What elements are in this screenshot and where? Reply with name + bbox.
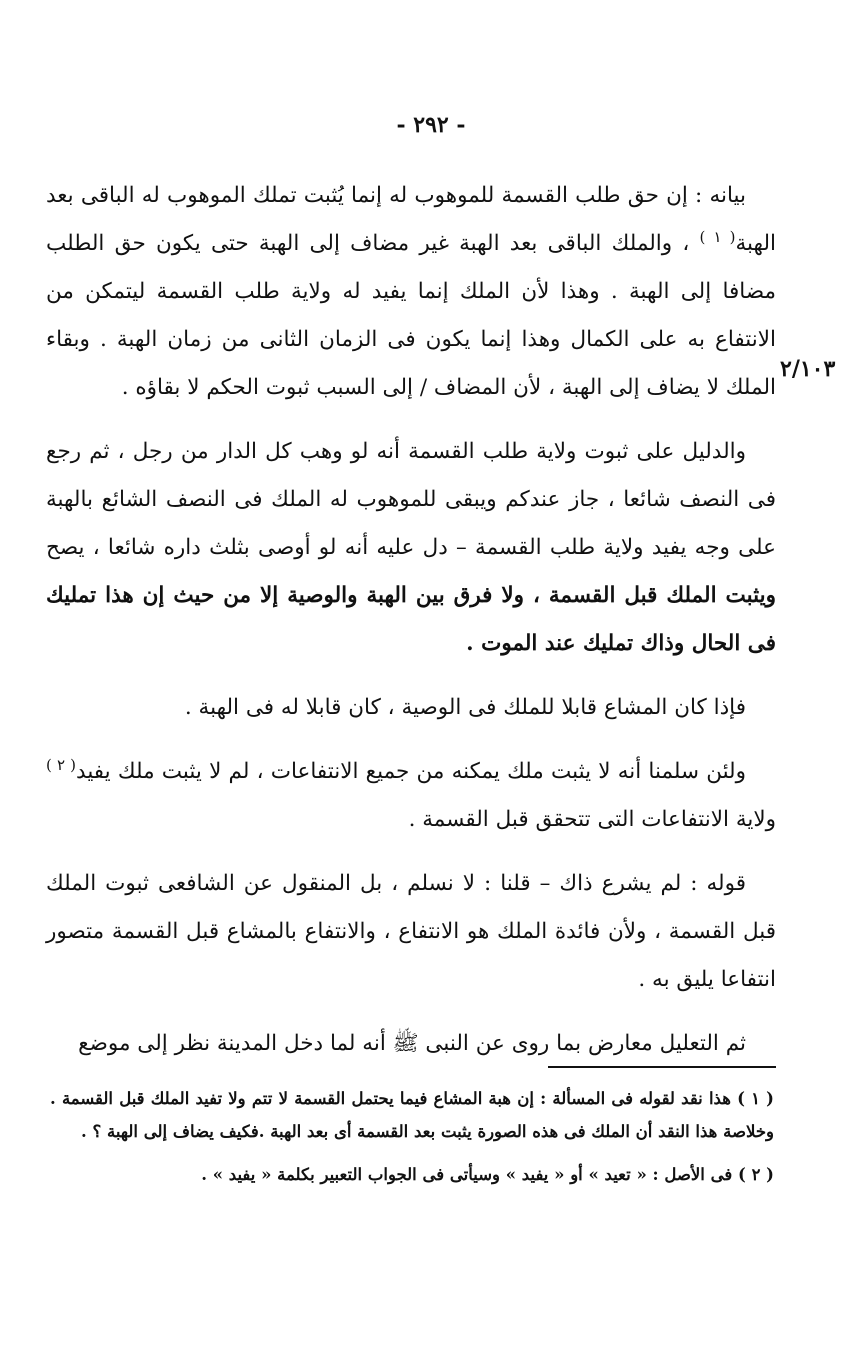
footnote-ref-2: ( ٢ ) [46,755,77,774]
main-text [46,172,776,1084]
paragraph-2-bold-text: ويثبت الملك قبل القسمة ، ولا فرق بين الهبة والوصية إلا من حيث إن هذا تمليك فى الحال وذاك تمليك عند الموت . [46,583,776,656]
footnote-divider [548,1066,776,1068]
page-number: - ٢٩٢ - [396,112,466,138]
paragraph-3: فإذا كان المشاع قابلا للملك فى الوصية ، كان قابلا له فى الهبة . [184,695,746,720]
paragraph-5: قوله : لم يشرع ذاك – قلنا : لا نسلم ، بل المنقول عن الشافعى ثبوت الملك قبل القسمة ، ولأن فائدة الملك هو الانتفاع ، والانتفاع بالمشاع قبل القسمة متصور انتفاعا يليق به . [46,871,776,992]
paragraph-6: ثم التعليل معارض بما روى عن النبى ﷺ أنه لما دخل المدينة نظر إلى موضع [78,1031,746,1056]
footnotes [50,1082,774,1201]
paragraph-2 [46,428,776,668]
footnote-1: ( ١ ) هذا نقد لقوله فى المسألة : إن هبة المشاع فيما يحتمل القسمة لا تتم ولا تفيد الملك قبل القسمة . وخلاصة هذا النقد أن الملك فى هذه الصورة يثبت بعد القسمة أى بعد الهبة .فكيف يضاف إلى الهبة ؟ . [50,1089,774,1141]
paragraph-2-text: والدليل على ثبوت ولاية طلب القسمة أنه لو وهب كل الدار من رجل ، ثم رجع فى النصف شائعا ، جاز عندكم ويبقى للموهوب له الملك فى النصف الشائع بالهبة على وجه يفيد ولاية طلب القسمة – دل عليه أنه لو أوصى بثلث داره شائعا ، يصح [46,439,776,560]
paragraph-4-text-a: ولئن سلمنا أنه لا يثبت ملك يمكنه من جميع الانتفاعات ، لم لا يثبت ملك يفيد [76,759,746,784]
paragraph-4-text-b: ولاية الانتفاعات التى تتحقق قبل القسمة . [408,807,776,832]
footnote-ref-1: ( ١ ) [699,227,736,246]
paragraph-1-text-a: بيانه : إن حق طلب القسمة للموهوب له إنما يُثبت تملك الموهوب له الباقى بعد الهبة [46,183,776,256]
paragraph-4 [46,748,776,844]
paragraph-1-text-b: ، والملك الباقى بعد الهبة غير مضاف إلى الهبة حتى يكون حق الطلب مضافا إلى الهبة . وهذا لأن الملك إنما يفيد له ولاية طلب القسمة ليتمكن من الانتفاع به على الكمال وهذا إنما يكون فى الزمان الثانى من زمان الهبة . وبقاء الملك لا يضاف إلى الهبة ، لأن المضاف / إلى السبب ثبوت الحكم لا بقاؤه . [46,231,776,400]
margin-reference: ٢/١٠٣ [780,356,836,382]
paragraph-1 [46,172,776,412]
footnote-2: ( ٢ ) فى الأصل : « تعيد » أو « يفيد » وسيأتى فى الجواب التعبير بكلمة « يفيد » . [201,1165,774,1184]
